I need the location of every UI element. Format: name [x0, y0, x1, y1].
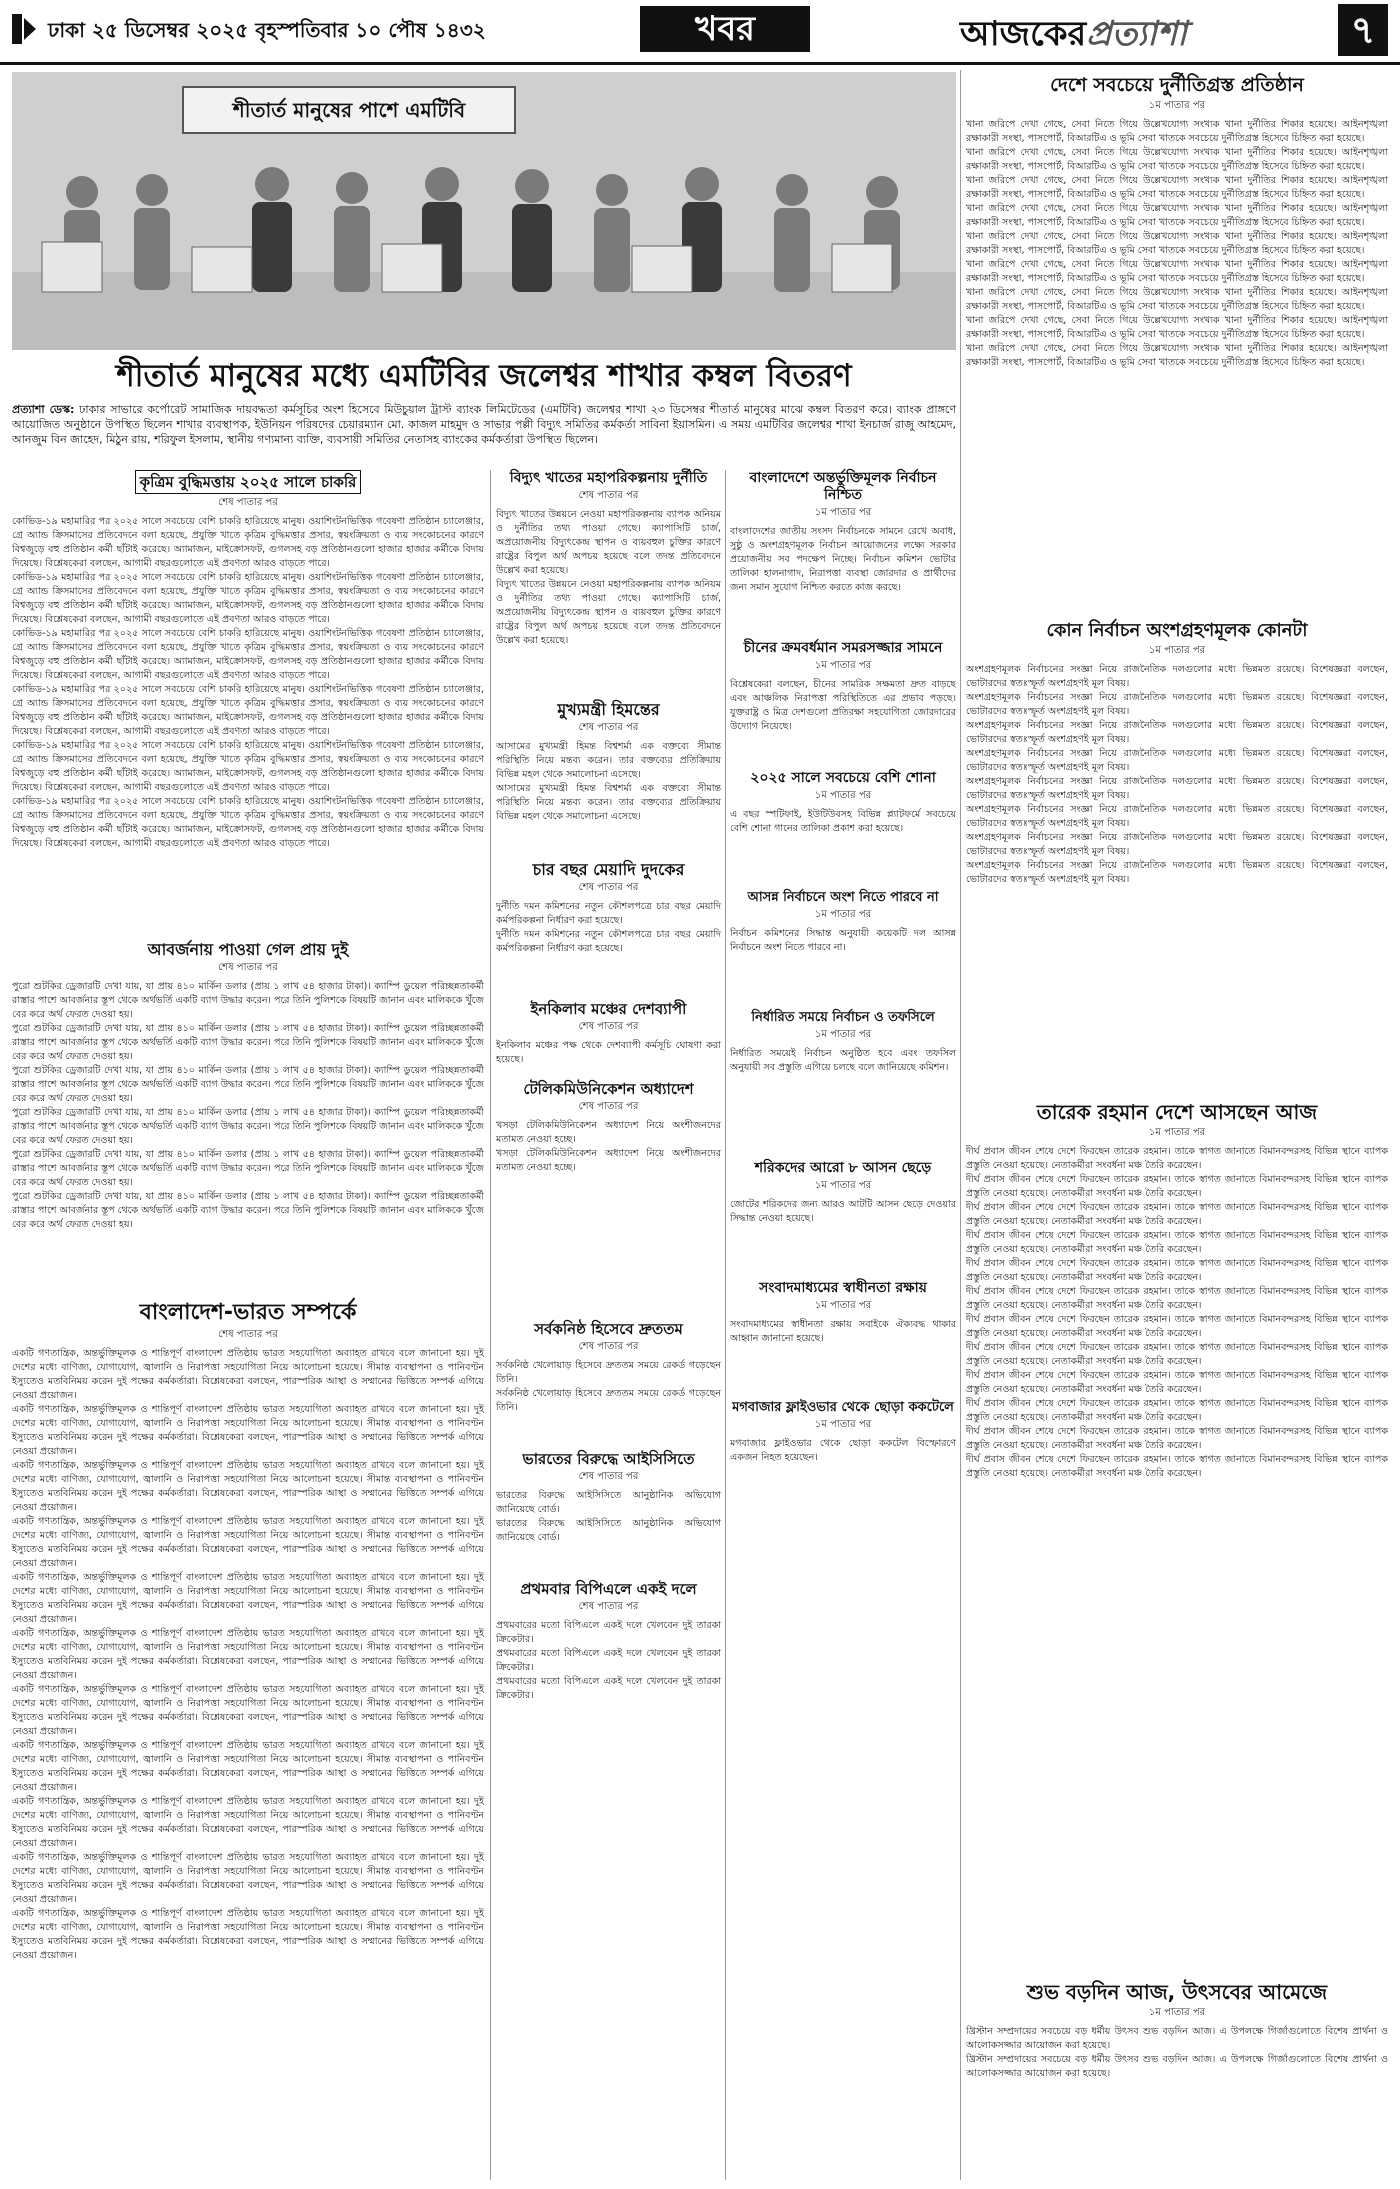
- continued-label: ১ম পাতার পর: [814, 1299, 872, 1311]
- story-tarique: [966, 1100, 1388, 1481]
- story-acc: [496, 860, 721, 956]
- continued-label: ১ম পাতার পর: [814, 1179, 872, 1191]
- story-body: এ বছর স্পটিফাই, ইউটিউবসহ বিভিন্ন প্ল্যাটফর্মে সবচেয়ে বেশি শোনা গানের তালিকা প্রকাশ করা হয়েছে।: [730, 808, 956, 834]
- story-body: দুর্নীতি দমন কমিশনের নতুন কৌশলপত্রে চার বছর মেয়াদি কর্মপরিকল্পনা নির্ধারণ করা হয়েছে।: [496, 901, 721, 927]
- continued-label: শেষ পাতার পর: [578, 722, 639, 734]
- story-china: [730, 640, 956, 734]
- story-allies-seats: [730, 1160, 956, 1226]
- story-headline: নির্ধারিত সময়ে নির্বাচন ও তফসিলে: [751, 1010, 935, 1025]
- story-body: অংশগ্রহণমূলক নির্বাচনের সংজ্ঞা নিয়ে রাজনৈতিক দলগুলোর মধ্যে ভিন্নমত রয়েছে। বিশেষজ্ঞরা বলছেন, ভোটারদের স্বতঃস্ফূর্ত অংশগ্রহণই মূল বিষয়।: [966, 691, 1388, 717]
- continued-label: শেষ পাতার পর: [578, 882, 639, 894]
- continued-label: শেষ পাতার পর: [578, 1021, 639, 1032]
- story-headline: আসন্ন নির্বাচনে অংশ নিতে পারবে না: [747, 890, 939, 905]
- story-body: প্রথমবারের মতো বিপিএলে একই দলে খেলবেন দুই তারকা ক্রিকেটার।: [496, 1676, 721, 1701]
- continued-label: শেষ পাতার পর: [578, 1101, 639, 1112]
- story-body: পুরো শুটকির ড্রেজারটি দেখা যায়, যা প্রায় ৪১০ মার্কিন ডলার (প্রায় ১ লাখ ৫৪ হাজার টাকা)। ক্যাম্পি ডুয়েল পরিচ্ছন্নতাকর্মী রাস্তার পাশে আবর্জনার স্তূপ থেকে অর্থভর্তি একটি ব্যাগ উদ্ধার করেন। পরে তিনি পুলিশকে বিষয়টি জানান এবং মালিককে খুঁজে বের করে অর্থ ফেরত দেওয়া হয়।: [12, 1107, 484, 1147]
- section-marker-icon: [10, 12, 38, 46]
- continued-label: শেষ পাতার পর: [578, 489, 639, 501]
- story-bd-india: [12, 1300, 484, 1963]
- story-headline: শরিকদের আরো ৮ আসন ছেড়ে: [754, 1160, 932, 1176]
- story-body: খানা জরিপে দেখা গেছে, সেবা নিতে গিয়ে উল্লেখযোগ্য সংখ্যক খানা দুর্নীতির শিকার হয়েছে। আইনশৃঙ্খলা রক্ষাকারী সংস্থা, পাসপোর্ট, বিআরটিএ ও ভূমি সেবা খাতকে সবচেয়ে দুর্নীতিগ্রস্ত হিসেবে চিহ্নিত করা হয়েছে।: [966, 286, 1388, 312]
- story-body: কোভিড-১৯ মহামারির পর ২০২৫ সালে সবচেয়ে বেশি চাকরি হারিয়েছে মানুষ। ওয়াশিংটনভিত্তিক গবেষণা প্রতিষ্ঠান চ্যালেঞ্জার, গ্রে অ্যান্ড ক্রিসমাসের প্রতিবেদনে বলা হয়েছে, প্রযুক্তি খাতে কৃত্রিম বুদ্ধিমত্তার প্রসার, স্বয়ংক্রিয়তা ও ব্যয় সংকোচনের কারণে বিশ্বজুড়ে বহু প্রতিষ্ঠান কর্মী ছাঁটাই করেছে। অ্যামাজন, মাইক্রোসফট, গুগলসহ বড় প্রতিষ্ঠানগুলো হাজার হাজার কর্মীকে বিদায় দিয়েছে। বিশ্লেষকেরা বলছেন, আগামী বছরগুলোতে এই প্রবণতা আরও বাড়তে পারে।: [12, 572, 484, 625]
- story-body: দীর্ঘ প্রবাস জীবন শেষে দেশে ফিরছেন তারেক রহমান। তাকে স্বাগত জানাতে বিমানবন্দরসহ বিভিন্ন স্থানে ব্যাপক প্রস্তুতি নেওয়া হয়েছে। নেতাকর্মীরা সংবর্ধনা মঞ্চ তৈরি করেছেন।: [966, 1202, 1388, 1227]
- story-body: দুর্নীতি দমন কমিশনের নতুন কৌশলপত্রে চার বছর মেয়াদি কর্মপরিকল্পনা নির্ধারণ করা হয়েছে।: [496, 929, 721, 955]
- story-bpl: [496, 1580, 721, 1703]
- continued-label: ১ম পাতার পর: [814, 506, 872, 518]
- story-most-heard: [730, 770, 956, 836]
- column-divider: [490, 470, 491, 2180]
- story-headline: তারেক রহমান দেশে আসছেন আজ: [1036, 1100, 1318, 1124]
- story-headline: টেলিকমিউনিকেশন অধ্যাদেশ: [523, 1080, 694, 1098]
- story-body: একটি গণতান্ত্রিক, অন্তর্ভুক্তিমূলক ও শান্তিপূর্ণ বাংলাদেশ প্রতিষ্ঠায় ভারত সহযোগিতা অব্যাহত রাখবে বলে জানানো হয়। দুই দেশের মধ্যে বাণিজ্য, যোগাযোগ, জ্বালানি ও নিরাপত্তা সহযোগিতা নিয়ে আলোচনা হয়েছে। সীমান্ত ব্যবস্থাপনা ও পানিবণ্টন ইস্যুতেও মতবিনিময় করেন দুই পক্ষের কর্মকর্তারা। বিশ্লেষকেরা বলছেন, পারস্পরিক আস্থা ও সম্মানের ভিত্তিতে সম্পর্ক এগিয়ে নেওয়া প্রয়োজন।: [12, 1796, 484, 1850]
- story-body: দীর্ঘ প্রবাস জীবন শেষে দেশে ফিরছেন তারেক রহমান। তাকে স্বাগত জানাতে বিমানবন্দরসহ বিভিন্ন স্থানে ব্যাপক প্রস্তুতি নেওয়া হয়েছে। নেতাকর্মীরা সংবর্ধনা মঞ্চ তৈরি করেছেন।: [966, 1230, 1388, 1255]
- story-body: দীর্ঘ প্রবাস জীবন শেষে দেশে ফিরছেন তারেক রহমান। তাকে স্বাগত জানাতে বিমানবন্দরসহ বিভিন্ন স্থানে ব্যাপক প্রস্তুতি নেওয়া হয়েছে। নেতাকর্মীরা সংবর্ধনা মঞ্চ তৈরি করেছেন।: [966, 1342, 1388, 1367]
- story-body: খানা জরিপে দেখা গেছে, সেবা নিতে গিয়ে উল্লেখযোগ্য সংখ্যক খানা দুর্নীতির শিকার হয়েছে। আইনশৃঙ্খলা রক্ষাকারী সংস্থা, পাসপোর্ট, বিআরটিএ ও ভূমি সেবা খাতকে সবচেয়ে দুর্নীতিগ্রস্ত হিসেবে চিহ্নিত করা হয়েছে।: [966, 258, 1388, 284]
- story-body: বিদ্যুৎ খাতের উন্নয়নে নেওয়া মহাপরিকল্পনায় ব্যাপক অনিয়ম ও দুর্নীতির তথ্য পাওয়া গেছে। ক্যাপাসিটি চার্জ, অপ্রয়োজনীয় বিদ্যুৎকেন্দ্র স্থাপন ও ব্যয়বহুল চুক্তির কারণে রাষ্ট্রের বিপুল অর্থ অপচয় হয়েছে বলে তদন্ত প্রতিবেদনে উল্লেখ করা হয়েছে।: [496, 508, 721, 576]
- story-body: নির্বাচন কমিশনের সিদ্ধান্ত অনুযায়ী কয়েকটি দল আসন্ন নির্বাচনে অংশ নিতে পারবে না।: [730, 927, 956, 953]
- story-body: পুরো শুটকির ড্রেজারটি দেখা যায়, যা প্রায় ৪১০ মার্কিন ডলার (প্রায় ১ লাখ ৫৪ হাজার টাকা)। ক্যাম্পি ডুয়েল পরিচ্ছন্নতাকর্মী রাস্তার পাশে আবর্জনার স্তূপ থেকে অর্থভর্তি একটি ব্যাগ উদ্ধার করেন। পরে তিনি পুলিশকে বিষয়টি জানান এবং মালিককে খুঁজে বের করে অর্থ ফেরত দেওয়া হয়।: [12, 1191, 484, 1231]
- story-body: ইনকিলাব মঞ্চের পক্ষ থেকে দেশব্যাপী কর্মসূচি ঘোষণা করা হয়েছে।: [496, 1040, 721, 1065]
- story-body: একটি গণতান্ত্রিক, অন্তর্ভুক্তিমূলক ও শান্তিপূর্ণ বাংলাদেশ প্রতিষ্ঠায় ভারত সহযোগিতা অব্যাহত রাখবে বলে জানানো হয়। দুই দেশের মধ্যে বাণিজ্য, যোগাযোগ, জ্বালানি ও নিরাপত্তা সহযোগিতা নিয়ে আলোচনা হয়েছে। সীমান্ত ব্যবস্থাপনা ও পানিবণ্টন ইস্যুতেও মতবিনিময় করেন দুই পক্ষের কর্মকর্তারা। বিশ্লেষকেরা বলছেন, পারস্পরিক আস্থা ও সম্মানের ভিত্তিতে সম্পর্ক এগিয়ে নেওয়া প্রয়োজন।: [12, 1908, 484, 1962]
- story-christmas: [966, 1980, 1388, 2081]
- story-body: পুরো শুটকির ড্রেজারটি দেখা যায়, যা প্রায় ৪১০ মার্কিন ডলার (প্রায় ১ লাখ ৫৪ হাজার টাকা)। ক্যাম্পি ডুয়েল পরিচ্ছন্নতাকর্মী রাস্তার পাশে আবর্জনার স্তূপ থেকে অর্থভর্তি একটি ব্যাগ উদ্ধার করেন। পরে তিনি পুলিশকে বিষয়টি জানান এবং মালিককে খুঁজে বের করে অর্থ ফেরত দেওয়া হয়।: [12, 1023, 484, 1063]
- story-body: একটি গণতান্ত্রিক, অন্তর্ভুক্তিমূলক ও শান্তিপূর্ণ বাংলাদেশ প্রতিষ্ঠায় ভারত সহযোগিতা অব্যাহত রাখবে বলে জানানো হয়। দুই দেশের মধ্যে বাণিজ্য, যোগাযোগ, জ্বালানি ও নিরাপত্তা সহযোগিতা নিয়ে আলোচনা হয়েছে। সীমান্ত ব্যবস্থাপনা ও পানিবণ্টন ইস্যুতেও মতবিনিময় করেন দুই পক্ষের কর্মকর্তারা। বিশ্লেষকেরা বলছেন, পারস্পরিক আস্থা ও সম্মানের ভিত্তিতে সম্পর্ক এগিয়ে নেওয়া প্রয়োজন।: [12, 1348, 484, 1402]
- story-body: বিদ্যুৎ খাতের উন্নয়নে নেওয়া মহাপরিকল্পনায় ব্যাপক অনিয়ম ও দুর্নীতির তথ্য পাওয়া গেছে। ক্যাপাসিটি চার্জ, অপ্রয়োজনীয় বিদ্যুৎকেন্দ্র স্থাপন ও ব্যয়বহুল চুক্তির কারণে রাষ্ট্রের বিপুল অর্থ অপচয় হয়েছে বলে তদন্ত প্রতিবেদনে উল্লেখ করা হয়েছে।: [496, 578, 721, 646]
- story-body: একটি গণতান্ত্রিক, অন্তর্ভুক্তিমূলক ও শান্তিপূর্ণ বাংলাদেশ প্রতিষ্ঠায় ভারত সহযোগিতা অব্যাহত রাখবে বলে জানানো হয়। দুই দেশের মধ্যে বাণিজ্য, যোগাযোগ, জ্বালানি ও নিরাপত্তা সহযোগিতা নিয়ে আলোচনা হয়েছে। সীমান্ত ব্যবস্থাপনা ও পানিবণ্টন ইস্যুতেও মতবিনিময় করেন দুই পক্ষের কর্মকর্তারা। বিশ্লেষকেরা বলছেন, পারস্পরিক আস্থা ও সম্মানের ভিত্তিতে সম্পর্ক এগিয়ে নেওয়া প্রয়োজন।: [12, 1572, 484, 1626]
- story-headline: সর্বকনিষ্ঠ হিসেবে দ্রুততম: [534, 1320, 683, 1338]
- continued-label: শেষ পাতার পর: [218, 497, 278, 508]
- section-title: খবর: [640, 6, 810, 52]
- newspaper-logo: [960, 8, 1187, 65]
- story-body: অংশগ্রহণমূলক নির্বাচনের সংজ্ঞা নিয়ে রাজনৈতিক দলগুলোর মধ্যে ভিন্নমত রয়েছে। বিশেষজ্ঞরা বলছেন, ভোটারদের স্বতঃস্ফূর্ত অংশগ্রহণই মূল বিষয়।: [966, 831, 1388, 857]
- story-body: খসড়া টেলিকমিউনিকেশন অধ্যাদেশ নিয়ে অংশীজনদের মতামত নেওয়া হচ্ছে।: [496, 1120, 721, 1145]
- story-body: কোভিড-১৯ মহামারির পর ২০২৫ সালে সবচেয়ে বেশি চাকরি হারিয়েছে মানুষ। ওয়াশিংটনভিত্তিক গবেষণা প্রতিষ্ঠান চ্যালেঞ্জার, গ্রে অ্যান্ড ক্রিসমাসের প্রতিবেদনে বলা হয়েছে, প্রযুক্তি খাতে কৃত্রিম বুদ্ধিমত্তার প্রসার, স্বয়ংক্রিয়তা ও ব্যয় সংকোচনের কারণে বিশ্বজুড়ে বহু প্রতিষ্ঠান কর্মী ছাঁটাই করেছে। অ্যামাজন, মাইক্রোসফট, গুগলসহ বড় প্রতিষ্ঠানগুলো হাজার হাজার কর্মীকে বিদায় দিয়েছে। বিশ্লেষকেরা বলছেন, আগামী বছরগুলোতে এই প্রবণতা আরও বাড়তে পারে।: [12, 796, 484, 849]
- continued-label: ১ম পাতার পর: [1148, 2007, 1206, 2018]
- story-telecom: [496, 1080, 721, 1175]
- story-body: ভারতের বিরুদ্ধে আইসিসিতে আনুষ্ঠানিক অভিযোগ জানিয়েছে বোর্ড।: [496, 1518, 721, 1543]
- story-body: নির্ধারিত সময়েই নির্বাচন অনুষ্ঠিত হবে এবং তফসিল অনুযায়ী সব প্রস্তুতি এগিয়ে চলছে বলে জানিয়েছে কমিশন।: [730, 1047, 956, 1073]
- story-body: খ্রিস্টান সম্প্রদায়ের সবচেয়ে বড় ধর্মীয় উৎসব শুভ বড়দিন আজ। এ উপলক্ষে গির্জাগুলোতে বিশেষ প্রার্থনা ও আলোকসজ্জার আয়োজন করা হয়েছে।: [966, 2054, 1388, 2079]
- lead-headline: শীতার্ত মানুষের মধ্যে এমটিবির জলেশ্বর শাখার কম্বল বিতরণ: [116, 358, 852, 394]
- lead-dateline: প্রত্যাশা ডেস্ক:: [12, 403, 75, 416]
- story-body: খ্রিস্টান সম্প্রদায়ের সবচেয়ে বড় ধর্মীয় উৎসব শুভ বড়দিন আজ। এ উপলক্ষে গির্জাগুলোতে বিশেষ প্রার্থনা ও আলোকসজ্জার আয়োজন করা হয়েছে।: [966, 2026, 1388, 2051]
- story-headline: আবর্জনায় পাওয়া গেল প্রায় দুই: [147, 940, 349, 959]
- continued-label: ১ম পাতার পর: [814, 908, 872, 920]
- story-headline: চীনের ক্রমবর্ধমান সমরসজ্জার সামনে: [743, 640, 943, 656]
- story-body: সর্বকনিষ্ঠ খেলোয়াড় হিসেবে দ্রুততম সময়ে রেকর্ড গড়েছেন তিনি।: [496, 1360, 721, 1385]
- story-body: একটি গণতান্ত্রিক, অন্তর্ভুক্তিমূলক ও শান্তিপূর্ণ বাংলাদেশ প্রতিষ্ঠায় ভারত সহযোগিতা অব্যাহত রাখবে বলে জানানো হয়। দুই দেশের মধ্যে বাণিজ্য, যোগাযোগ, জ্বালানি ও নিরাপত্তা সহযোগিতা নিয়ে আলোচনা হয়েছে। সীমান্ত ব্যবস্থাপনা ও পানিবণ্টন ইস্যুতেও মতবিনিময় করেন দুই পক্ষের কর্মকর্তারা। বিশ্লেষকেরা বলছেন, পারস্পরিক আস্থা ও সম্মানের ভিত্তিতে সম্পর্ক এগিয়ে নেওয়া প্রয়োজন।: [12, 1516, 484, 1570]
- continued-label: ১ম পাতার পর: [814, 659, 872, 671]
- story-body: কোভিড-১৯ মহামারির পর ২০২৫ সালে সবচেয়ে বেশি চাকরি হারিয়েছে মানুষ। ওয়াশিংটনভিত্তিক গবেষণা প্রতিষ্ঠান চ্যালেঞ্জার, গ্রে অ্যান্ড ক্রিসমাসের প্রতিবেদনে বলা হয়েছে, প্রযুক্তি খাতে কৃত্রিম বুদ্ধিমত্তার প্রসার, স্বয়ংক্রিয়তা ও ব্যয় সংকোচনের কারণে বিশ্বজুড়ে বহু প্রতিষ্ঠান কর্মী ছাঁটাই করেছে। অ্যামাজন, মাইক্রোসফট, গুগলসহ বড় প্রতিষ্ঠানগুলো হাজার হাজার কর্মীকে বিদায় দিয়েছে। বিশ্লেষকেরা বলছেন, আগামী বছরগুলোতে এই প্রবণতা আরও বাড়তে পারে।: [12, 684, 484, 737]
- continued-label: শেষ পাতার পর: [578, 1341, 639, 1352]
- story-ai-jobs: [12, 470, 484, 851]
- story-corrupt-institution: [966, 74, 1388, 370]
- story-inqilab: [496, 1000, 721, 1067]
- story-icc: [496, 1450, 721, 1545]
- story-body: দীর্ঘ প্রবাস জীবন শেষে দেশে ফিরছেন তারেক রহমান। তাকে স্বাগত জানাতে বিমানবন্দরসহ বিভিন্ন স্থানে ব্যাপক প্রস্তুতি নেওয়া হয়েছে। নেতাকর্মীরা সংবর্ধনা মঞ্চ তৈরি করেছেন।: [966, 1314, 1388, 1339]
- story-press-freedom: [730, 1280, 956, 1346]
- story-headline: দেশে সবচেয়ে দুর্নীতিগ্রস্ত প্রতিষ্ঠান: [1050, 74, 1304, 96]
- story-headline: চার বছর মেয়াদি দুদকের: [532, 860, 685, 879]
- story-body: দীর্ঘ প্রবাস জীবন শেষে দেশে ফিরছেন তারেক রহমান। তাকে স্বাগত জানাতে বিমানবন্দরসহ বিভিন্ন স্থানে ব্যাপক প্রস্তুতি নেওয়া হয়েছে। নেতাকর্মীরা সংবর্ধনা মঞ্চ তৈরি করেছেন।: [966, 1258, 1388, 1283]
- continued-label: শেষ পাতার পর: [578, 1471, 639, 1482]
- continued-label: শেষ পাতার পর: [218, 1329, 278, 1341]
- story-youngest: [496, 1320, 721, 1415]
- story-body: কোভিড-১৯ মহামারির পর ২০২৫ সালে সবচেয়ে বেশি চাকরি হারিয়েছে মানুষ। ওয়াশিংটনভিত্তিক গবেষণা প্রতিষ্ঠান চ্যালেঞ্জার, গ্রে অ্যান্ড ক্রিসমাসের প্রতিবেদনে বলা হয়েছে, প্রযুক্তি খাতে কৃত্রিম বুদ্ধিমত্তার প্রসার, স্বয়ংক্রিয়তা ও ব্যয় সংকোচনের কারণে বিশ্বজুড়ে বহু প্রতিষ্ঠান কর্মী ছাঁটাই করেছে। অ্যামাজন, মাইক্রোসফট, গুগলসহ বড় প্রতিষ্ঠানগুলো হাজার হাজার কর্মীকে বিদায় দিয়েছে। বিশ্লেষকেরা বলছেন, আগামী বছরগুলোতে এই প্রবণতা আরও বাড়তে পারে।: [12, 516, 484, 569]
- story-headline: বাংলাদেশ-ভারত সম্পর্কে: [139, 1300, 357, 1325]
- story-headline: সংবাদমাধ্যমের স্বাধীনতা রক্ষায়: [759, 1280, 927, 1296]
- story-body: সর্বকনিষ্ঠ খেলোয়াড় হিসেবে দ্রুততম সময়ে রেকর্ড গড়েছেন তিনি।: [496, 1388, 721, 1413]
- story-body: দীর্ঘ প্রবাস জীবন শেষে দেশে ফিরছেন তারেক রহমান। তাকে স্বাগত জানাতে বিমানবন্দরসহ বিভিন্ন স্থানে ব্যাপক প্রস্তুতি নেওয়া হয়েছে। নেতাকর্মীরা সংবর্ধনা মঞ্চ তৈরি করেছেন।: [966, 1286, 1388, 1311]
- story-body: বাংলাদেশের জাতীয় সংসদ নির্বাচনকে সামনে রেখে অবাধ, সুষ্ঠু ও অংশগ্রহণমূলক নির্বাচন আয়োজনের লক্ষ্যে সরকার প্রয়োজনীয় সব পদক্ষেপ নিচ্ছে। নির্বাচন কমিশন ভোটার তালিকা হালনাগাদ, নিরাপত্তা ব্যবস্থা জোরদার ও প্রার্থীদের জন্য সমান সুযোগ নিশ্চিত করতে কাজ করছে।: [730, 525, 956, 593]
- story-body: জোটের শরিকদের জন্য আরও আটটি আসন ছেড়ে দেওয়ার সিদ্ধান্ত নেওয়া হয়েছে।: [730, 1198, 956, 1224]
- page-header: [0, 0, 1400, 65]
- story-headline: কোন নির্বাচন অংশগ্রহণমূলক কোনটা: [1046, 620, 1308, 641]
- lead-body: [12, 402, 956, 447]
- continued-label: ১ম পাতার পর: [814, 1028, 872, 1040]
- lead-text: ঢাকার সাভারে কর্পোরেট সামাজিক দায়বদ্ধতা কর্মসূচির অংশ হিসেবে মিউচুয়াল ট্রাস্ট ব্যাংক লিমিটেডের (এমটিবি) জলেশ্বর শাখা ২৩ ডিসেম্বর শীতার্ত মানুষের মাঝে কম্বল বিতরণ করে। ব্যাংক প্রাঙ্গণে আয়োজিত অনুষ্ঠানে উপস্থিত ছিলেন শাখার ব্যবস্থাপক, ইউনিয়ন পরিষদের চেয়ারম্যান মো. কাজল মাহমুদ ও সাভার পল্লী বিদ্যুৎ সমিতির কর্মকর্তা সাবিনা ইয়াসমিন। এ সময় এমটিবির জলেশ্বর শাখা ইনচার্জ রাজু আহমেদ, আনজুম বিন জাহেদ, মিঠুন রায়, শরিফুল ইসলাম, স্থানীয় গণ্যমান্য ব্যক্তি, ব্যবসায়ী সমিতির নেতাসহ ব্যাংকের কর্মকর্তারা উপস্থিত ছিলেন।: [12, 403, 956, 446]
- story-body: বিশ্লেষকেরা বলছেন, চীনের সামরিক সক্ষমতা দ্রুত বাড়ছে এবং আঞ্চলিক নিরাপত্তা পরিস্থিতিতে এর প্রভাব পড়ছে। যুক্তরাষ্ট্র ও মিত্র দেশগুলো প্রতিরক্ষা সহযোগিতা জোরদারের উদ্যোগ নিয়েছে।: [730, 678, 956, 732]
- story-headline: বাংলাদেশে অন্তর্ভুক্তিমূলক নির্বাচন নিশ্চিত: [749, 470, 937, 503]
- story-body: পুরো শুটকির ড্রেজারটি দেখা যায়, যা প্রায় ৪১০ মার্কিন ডলার (প্রায় ১ লাখ ৫৪ হাজার টাকা)। ক্যাম্পি ডুয়েল পরিচ্ছন্নতাকর্মী রাস্তার পাশে আবর্জনার স্তূপ থেকে অর্থভর্তি একটি ব্যাগ উদ্ধার করেন। পরে তিনি পুলিশকে বিষয়টি জানান এবং মালিককে খুঁজে বের করে অর্থ ফেরত দেওয়া হয়।: [12, 1149, 484, 1189]
- story-body: খানা জরিপে দেখা গেছে, সেবা নিতে গিয়ে উল্লেখযোগ্য সংখ্যক খানা দুর্নীতির শিকার হয়েছে। আইনশৃঙ্খলা রক্ষাকারী সংস্থা, পাসপোর্ট, বিআরটিএ ও ভূমি সেবা খাতকে সবচেয়ে দুর্নীতিগ্রস্ত হিসেবে চিহ্নিত করা হয়েছে।: [966, 202, 1388, 228]
- page-number: ৭: [1338, 4, 1388, 56]
- story-body: সংবাদমাধ্যমের স্বাধীনতা রক্ষায় সবাইকে ঐক্যবদ্ধ থাকার আহ্বান জানানো হয়েছে।: [730, 1318, 956, 1344]
- continued-label: শেষ পাতার পর: [218, 962, 278, 974]
- story-body: কোভিড-১৯ মহামারির পর ২০২৫ সালে সবচেয়ে বেশি চাকরি হারিয়েছে মানুষ। ওয়াশিংটনভিত্তিক গবেষণা প্রতিষ্ঠান চ্যালেঞ্জার, গ্রে অ্যান্ড ক্রিসমাসের প্রতিবেদনে বলা হয়েছে, প্রযুক্তি খাতে কৃত্রিম বুদ্ধিমত্তার প্রসার, স্বয়ংক্রিয়তা ও ব্যয় সংকোচনের কারণে বিশ্বজুড়ে বহু প্রতিষ্ঠান কর্মী ছাঁটাই করেছে। অ্যামাজন, মাইক্রোসফট, গুগলসহ বড় প্রতিষ্ঠানগুলো হাজার হাজার কর্মীকে বিদায় দিয়েছে। বিশ্লেষকেরা বলছেন, আগামী বছরগুলোতে এই প্রবণতা আরও বাড়তে পারে।: [12, 628, 484, 681]
- story-body: পুরো শুটকির ড্রেজারটি দেখা যায়, যা প্রায় ৪১০ মার্কিন ডলার (প্রায় ১ লাখ ৫৪ হাজার টাকা)। ক্যাম্পি ডুয়েল পরিচ্ছন্নতাকর্মী রাস্তার পাশে আবর্জনার স্তূপ থেকে অর্থভর্তি একটি ব্যাগ উদ্ধার করেন। পরে তিনি পুলিশকে বিষয়টি জানান এবং মালিককে খুঁজে বের করে অর্থ ফেরত দেওয়া হয়।: [12, 981, 484, 1021]
- story-body: দীর্ঘ প্রবাস জীবন শেষে দেশে ফিরছেন তারেক রহমান। তাকে স্বাগত জানাতে বিমানবন্দরসহ বিভিন্ন স্থানে ব্যাপক প্রস্তুতি নেওয়া হয়েছে। নেতাকর্মীরা সংবর্ধনা মঞ্চ তৈরি করেছেন।: [966, 1146, 1388, 1171]
- story-headline: বিদ্যুৎ খাতের মহাপরিকল্পনায় দুর্নীতি: [509, 470, 708, 486]
- story-headline: ২০২৫ সালে সবচেয়ে বেশি শোনা: [750, 770, 936, 786]
- logo-word-1: আজকের: [960, 14, 1087, 54]
- story-body: খানা জরিপে দেখা গেছে, সেবা নিতে গিয়ে উল্লেখযোগ্য সংখ্যক খানা দুর্নীতির শিকার হয়েছে। আইনশৃঙ্খলা রক্ষাকারী সংস্থা, পাসপোর্ট, বিআরটিএ ও ভূমি সেবা খাতকে সবচেয়ে দুর্নীতিগ্রস্ত হিসেবে চিহ্নিত করা হয়েছে।: [966, 146, 1388, 172]
- story-body: দীর্ঘ প্রবাস জীবন শেষে দেশে ফিরছেন তারেক রহমান। তাকে স্বাগত জানাতে বিমানবন্দরসহ বিভিন্ন স্থানে ব্যাপক প্রস্তুতি নেওয়া হয়েছে। নেতাকর্মীরা সংবর্ধনা মঞ্চ তৈরি করেছেন।: [966, 1454, 1388, 1479]
- column-divider: [960, 70, 961, 2180]
- story-power-corruption: [496, 470, 721, 648]
- story-body: আসামের মুখ্যমন্ত্রী হিমন্ত বিশ্বশর্মা এক বক্তব্যে সীমান্ত পরিস্থিতি নিয়ে মন্তব্য করেন। তার বক্তব্যের প্রতিক্রিয়ায় বিভিন্ন মহল থেকে সমালোচনা এসেছে।: [496, 741, 721, 781]
- story-body: খানা জরিপে দেখা গেছে, সেবা নিতে গিয়ে উল্লেখযোগ্য সংখ্যক খানা দুর্নীতির শিকার হয়েছে। আইনশৃঙ্খলা রক্ষাকারী সংস্থা, পাসপোর্ট, বিআরটিএ ও ভূমি সেবা খাতকে সবচেয়ে দুর্নীতিগ্রস্ত হিসেবে চিহ্নিত করা হয়েছে।: [966, 342, 1388, 368]
- story-body: একটি গণতান্ত্রিক, অন্তর্ভুক্তিমূলক ও শান্তিপূর্ণ বাংলাদেশ প্রতিষ্ঠায় ভারত সহযোগিতা অব্যাহত রাখবে বলে জানানো হয়। দুই দেশের মধ্যে বাণিজ্য, যোগাযোগ, জ্বালানি ও নিরাপত্তা সহযোগিতা নিয়ে আলোচনা হয়েছে। সীমান্ত ব্যবস্থাপনা ও পানিবণ্টন ইস্যুতেও মতবিনিময় করেন দুই পক্ষের কর্মকর্তারা। বিশ্লেষকেরা বলছেন, পারস্পরিক আস্থা ও সম্মানের ভিত্তিতে সম্পর্ক এগিয়ে নেওয়া প্রয়োজন।: [12, 1852, 484, 1906]
- story-body: একটি গণতান্ত্রিক, অন্তর্ভুক্তিমূলক ও শান্তিপূর্ণ বাংলাদেশ প্রতিষ্ঠায় ভারত সহযোগিতা অব্যাহত রাখবে বলে জানানো হয়। দুই দেশের মধ্যে বাণিজ্য, যোগাযোগ, জ্বালানি ও নিরাপত্তা সহযোগিতা নিয়ে আলোচনা হয়েছে। সীমান্ত ব্যবস্থাপনা ও পানিবণ্টন ইস্যুতেও মতবিনিময় করেন দুই পক্ষের কর্মকর্তারা। বিশ্লেষকেরা বলছেন, পারস্পরিক আস্থা ও সম্মানের ভিত্তিতে সম্পর্ক এগিয়ে নেওয়া প্রয়োজন।: [12, 1460, 484, 1514]
- story-body: খানা জরিপে দেখা গেছে, সেবা নিতে গিয়ে উল্লেখযোগ্য সংখ্যক খানা দুর্নীতির শিকার হয়েছে। আইনশৃঙ্খলা রক্ষাকারী সংস্থা, পাসপোর্ট, বিআরটিএ ও ভূমি সেবা খাতকে সবচেয়ে দুর্নীতিগ্রস্ত হিসেবে চিহ্নিত করা হয়েছে।: [966, 118, 1388, 144]
- story-cannot-participate: [730, 890, 956, 955]
- lead-photo: [12, 72, 956, 350]
- story-headline: ভারতের বিরুদ্ধে আইসিসিতে: [522, 1450, 695, 1468]
- photo-banner: শীতার্ত মানুষের পাশে এমটিবি: [182, 86, 516, 134]
- story-headline: মগবাজার ফ্লাইওভার থেকে ছোড়া ককটেলে: [732, 1400, 954, 1415]
- story-headline: ইনকিলাব মঞ্চের দেশব্যাপী: [530, 1000, 687, 1018]
- story-body: অংশগ্রহণমূলক নির্বাচনের সংজ্ঞা নিয়ে রাজনৈতিক দলগুলোর মধ্যে ভিন্নমত রয়েছে। বিশেষজ্ঞরা বলছেন, ভোটারদের স্বতঃস্ফূর্ত অংশগ্রহণই মূল বিষয়।: [966, 775, 1388, 801]
- story-body: অংশগ্রহণমূলক নির্বাচনের সংজ্ঞা নিয়ে রাজনৈতিক দলগুলোর মধ্যে ভিন্নমত রয়েছে। বিশেষজ্ঞরা বলছেন, ভোটারদের স্বতঃস্ফূর্ত অংশগ্রহণই মূল বিষয়।: [966, 859, 1388, 885]
- continued-label: শেষ পাতার পর: [578, 1601, 639, 1612]
- column-divider: [725, 470, 726, 2180]
- continued-label: ১ম পাতার পর: [814, 789, 872, 801]
- story-body: অংশগ্রহণমূলক নির্বাচনের সংজ্ঞা নিয়ে রাজনৈতিক দলগুলোর মধ্যে ভিন্নমত রয়েছে। বিশেষজ্ঞরা বলছেন, ভোটারদের স্বতঃস্ফূর্ত অংশগ্রহণই মূল বিষয়।: [966, 719, 1388, 745]
- story-body: একটি গণতান্ত্রিক, অন্তর্ভুক্তিমূলক ও শান্তিপূর্ণ বাংলাদেশ প্রতিষ্ঠায় ভারত সহযোগিতা অব্যাহত রাখবে বলে জানানো হয়। দুই দেশের মধ্যে বাণিজ্য, যোগাযোগ, জ্বালানি ও নিরাপত্তা সহযোগিতা নিয়ে আলোচনা হয়েছে। সীমান্ত ব্যবস্থাপনা ও পানিবণ্টন ইস্যুতেও মতবিনিময় করেন দুই পক্ষের কর্মকর্তারা। বিশ্লেষকেরা বলছেন, পারস্পরিক আস্থা ও সম্মানের ভিত্তিতে সম্পর্ক এগিয়ে নেওয়া প্রয়োজন।: [12, 1628, 484, 1682]
- story-body: একটি গণতান্ত্রিক, অন্তর্ভুক্তিমূলক ও শান্তিপূর্ণ বাংলাদেশ প্রতিষ্ঠায় ভারত সহযোগিতা অব্যাহত রাখবে বলে জানানো হয়। দুই দেশের মধ্যে বাণিজ্য, যোগাযোগ, জ্বালানি ও নিরাপত্তা সহযোগিতা নিয়ে আলোচনা হয়েছে। সীমান্ত ব্যবস্থাপনা ও পানিবণ্টন ইস্যুতেও মতবিনিময় করেন দুই পক্ষের কর্মকর্তারা। বিশ্লেষকেরা বলছেন, পারস্পরিক আস্থা ও সম্মানের ভিত্তিতে সম্পর্ক এগিয়ে নেওয়া প্রয়োজন।: [12, 1740, 484, 1794]
- continued-label: ১ম পাতার পর: [1148, 99, 1206, 111]
- story-body: প্রথমবারের মতো বিপিএলে একই দলে খেলবেন দুই তারকা ক্রিকেটার।: [496, 1620, 721, 1645]
- continued-label: ১ম পাতার পর: [1148, 644, 1206, 656]
- continued-label: ১ম পাতার পর: [814, 1418, 872, 1430]
- story-participatory: [966, 620, 1388, 887]
- story-schedule: [730, 1010, 956, 1075]
- story-body: দীর্ঘ প্রবাস জীবন শেষে দেশে ফিরছেন তারেক রহমান। তাকে স্বাগত জানাতে বিমানবন্দরসহ বিভিন্ন স্থানে ব্যাপক প্রস্তুতি নেওয়া হয়েছে। নেতাকর্মীরা সংবর্ধনা মঞ্চ তৈরি করেছেন।: [966, 1174, 1388, 1199]
- story-body: একটি গণতান্ত্রিক, অন্তর্ভুক্তিমূলক ও শান্তিপূর্ণ বাংলাদেশ প্রতিষ্ঠায় ভারত সহযোগিতা অব্যাহত রাখবে বলে জানানো হয়। দুই দেশের মধ্যে বাণিজ্য, যোগাযোগ, জ্বালানি ও নিরাপত্তা সহযোগিতা নিয়ে আলোচনা হয়েছে। সীমান্ত ব্যবস্থাপনা ও পানিবণ্টন ইস্যুতেও মতবিনিময় করেন দুই পক্ষের কর্মকর্তারা। বিশ্লেষকেরা বলছেন, পারস্পরিক আস্থা ও সম্মানের ভিত্তিতে সম্পর্ক এগিয়ে নেওয়া প্রয়োজন।: [12, 1684, 484, 1738]
- continued-label: ১ম পাতার পর: [1148, 1127, 1206, 1138]
- story-body: খসড়া টেলিকমিউনিকেশন অধ্যাদেশ নিয়ে অংশীজনদের মতামত নেওয়া হচ্ছে।: [496, 1148, 721, 1173]
- story-garbage: [12, 940, 484, 1232]
- story-headline: মুখ্যমন্ত্রী হিমন্তের: [557, 700, 660, 719]
- story-body: খানা জরিপে দেখা গেছে, সেবা নিতে গিয়ে উল্লেখযোগ্য সংখ্যক খানা দুর্নীতির শিকার হয়েছে। আইনশৃঙ্খলা রক্ষাকারী সংস্থা, পাসপোর্ট, বিআরটিএ ও ভূমি সেবা খাতকে সবচেয়ে দুর্নীতিগ্রস্ত হিসেবে চিহ্নিত করা হয়েছে।: [966, 230, 1388, 256]
- story-cocktail: [730, 1400, 956, 1465]
- story-headline: শুভ বড়দিন আজ, উৎসবের আমেজে: [1026, 1980, 1328, 2004]
- story-body: দীর্ঘ প্রবাস জীবন শেষে দেশে ফিরছেন তারেক রহমান। তাকে স্বাগত জানাতে বিমানবন্দরসহ বিভিন্ন স্থানে ব্যাপক প্রস্তুতি নেওয়া হয়েছে। নেতাকর্মীরা সংবর্ধনা মঞ্চ তৈরি করেছেন।: [966, 1398, 1388, 1423]
- story-body: অংশগ্রহণমূলক নির্বাচনের সংজ্ঞা নিয়ে রাজনৈতিক দলগুলোর মধ্যে ভিন্নমত রয়েছে। বিশেষজ্ঞরা বলছেন, ভোটারদের স্বতঃস্ফূর্ত অংশগ্রহণই মূল বিষয়।: [966, 747, 1388, 773]
- story-body: অংশগ্রহণমূলক নির্বাচনের সংজ্ঞা নিয়ে রাজনৈতিক দলগুলোর মধ্যে ভিন্নমত রয়েছে। বিশেষজ্ঞরা বলছেন, ভোটারদের স্বতঃস্ফূর্ত অংশগ্রহণই মূল বিষয়।: [966, 663, 1388, 689]
- issue-date: ঢাকা ২৫ ডিসেম্বর ২০২৫ বৃহস্পতিবার ১০ পৌষ ১৪৩২: [48, 18, 486, 42]
- logo-word-2: প্রত্যাশা: [1086, 14, 1187, 54]
- story-body: খানা জরিপে দেখা গেছে, সেবা নিতে গিয়ে উল্লেখযোগ্য সংখ্যক খানা দুর্নীতির শিকার হয়েছে। আইনশৃঙ্খলা রক্ষাকারী সংস্থা, পাসপোর্ট, বিআরটিএ ও ভূমি সেবা খাতকে সবচেয়ে দুর্নীতিগ্রস্ত হিসেবে চিহ্নিত করা হয়েছে।: [966, 174, 1388, 200]
- story-body: প্রথমবারের মতো বিপিএলে একই দলে খেলবেন দুই তারকা ক্রিকেটার।: [496, 1648, 721, 1673]
- story-headline: প্রথমবার বিপিএলে একই দলে: [520, 1580, 697, 1598]
- story-himanta: [496, 700, 721, 824]
- story-body: আসামের মুখ্যমন্ত্রী হিমন্ত বিশ্বশর্মা এক বক্তব্যে সীমান্ত পরিস্থিতি নিয়ে মন্তব্য করেন। তার বক্তব্যের প্রতিক্রিয়ায় বিভিন্ন মহল থেকে সমালোচনা এসেছে।: [496, 783, 721, 823]
- story-body: দীর্ঘ প্রবাস জীবন শেষে দেশে ফিরছেন তারেক রহমান। তাকে স্বাগত জানাতে বিমানবন্দরসহ বিভিন্ন স্থানে ব্যাপক প্রস্তুতি নেওয়া হয়েছে। নেতাকর্মীরা সংবর্ধনা মঞ্চ তৈরি করেছেন।: [966, 1370, 1388, 1395]
- story-body: পুরো শুটকির ড্রেজারটি দেখা যায়, যা প্রায় ৪১০ মার্কিন ডলার (প্রায় ১ লাখ ৫৪ হাজার টাকা)। ক্যাম্পি ডুয়েল পরিচ্ছন্নতাকর্মী রাস্তার পাশে আবর্জনার স্তূপ থেকে অর্থভর্তি একটি ব্যাগ উদ্ধার করেন। পরে তিনি পুলিশকে বিষয়টি জানান এবং মালিককে খুঁজে বের করে অর্থ ফেরত দেওয়া হয়।: [12, 1065, 484, 1105]
- story-body: অংশগ্রহণমূলক নির্বাচনের সংজ্ঞা নিয়ে রাজনৈতিক দলগুলোর মধ্যে ভিন্নমত রয়েছে। বিশেষজ্ঞরা বলছেন, ভোটারদের স্বতঃস্ফূর্ত অংশগ্রহণই মূল বিষয়।: [966, 803, 1388, 829]
- story-headline: কৃত্রিম বুদ্ধিমত্তায় ২০২৫ সালে চাকরি: [135, 470, 362, 494]
- story-body: দীর্ঘ প্রবাস জীবন শেষে দেশে ফিরছেন তারেক রহমান। তাকে স্বাগত জানাতে বিমানবন্দরসহ বিভিন্ন স্থানে ব্যাপক প্রস্তুতি নেওয়া হয়েছে। নেতাকর্মীরা সংবর্ধনা মঞ্চ তৈরি করেছেন।: [966, 1426, 1388, 1451]
- story-body: একটি গণতান্ত্রিক, অন্তর্ভুক্তিমূলক ও শান্তিপূর্ণ বাংলাদেশ প্রতিষ্ঠায় ভারত সহযোগিতা অব্যাহত রাখবে বলে জানানো হয়। দুই দেশের মধ্যে বাণিজ্য, যোগাযোগ, জ্বালানি ও নিরাপত্তা সহযোগিতা নিয়ে আলোচনা হয়েছে। সীমান্ত ব্যবস্থাপনা ও পানিবণ্টন ইস্যুতেও মতবিনিময় করেন দুই পক্ষের কর্মকর্তারা। বিশ্লেষকেরা বলছেন, পারস্পরিক আস্থা ও সম্মানের ভিত্তিতে সম্পর্ক এগিয়ে নেওয়া প্রয়োজন।: [12, 1404, 484, 1458]
- story-body: খানা জরিপে দেখা গেছে, সেবা নিতে গিয়ে উল্লেখযোগ্য সংখ্যক খানা দুর্নীতির শিকার হয়েছে। আইনশৃঙ্খলা রক্ষাকারী সংস্থা, পাসপোর্ট, বিআরটিএ ও ভূমি সেবা খাতকে সবচেয়ে দুর্নীতিগ্রস্ত হিসেবে চিহ্নিত করা হয়েছে।: [966, 314, 1388, 340]
- story-body: মগবাজার ফ্লাইওভার থেকে ছোড়া ককটেল বিস্ফোরণে একজন নিহত হয়েছেন।: [730, 1437, 956, 1463]
- story-body: কোভিড-১৯ মহামারির পর ২০২৫ সালে সবচেয়ে বেশি চাকরি হারিয়েছে মানুষ। ওয়াশিংটনভিত্তিক গবেষণা প্রতিষ্ঠান চ্যালেঞ্জার, গ্রে অ্যান্ড ক্রিসমাসের প্রতিবেদনে বলা হয়েছে, প্রযুক্তি খাতে কৃত্রিম বুদ্ধিমত্তার প্রসার, স্বয়ংক্রিয়তা ও ব্যয় সংকোচনের কারণে বিশ্বজুড়ে বহু প্রতিষ্ঠান কর্মী ছাঁটাই করেছে। অ্যামাজন, মাইক্রোসফট, গুগলসহ বড় প্রতিষ্ঠানগুলো হাজার হাজার কর্মীকে বিদায় দিয়েছে। বিশ্লেষকেরা বলছেন, আগামী বছরগুলোতে এই প্রবণতা আরও বাড়তে পারে।: [12, 740, 484, 793]
- story-inclusive-election: [730, 470, 956, 595]
- story-body: ভারতের বিরুদ্ধে আইসিসিতে আনুষ্ঠানিক অভিযোগ জানিয়েছে বোর্ড।: [496, 1490, 721, 1515]
